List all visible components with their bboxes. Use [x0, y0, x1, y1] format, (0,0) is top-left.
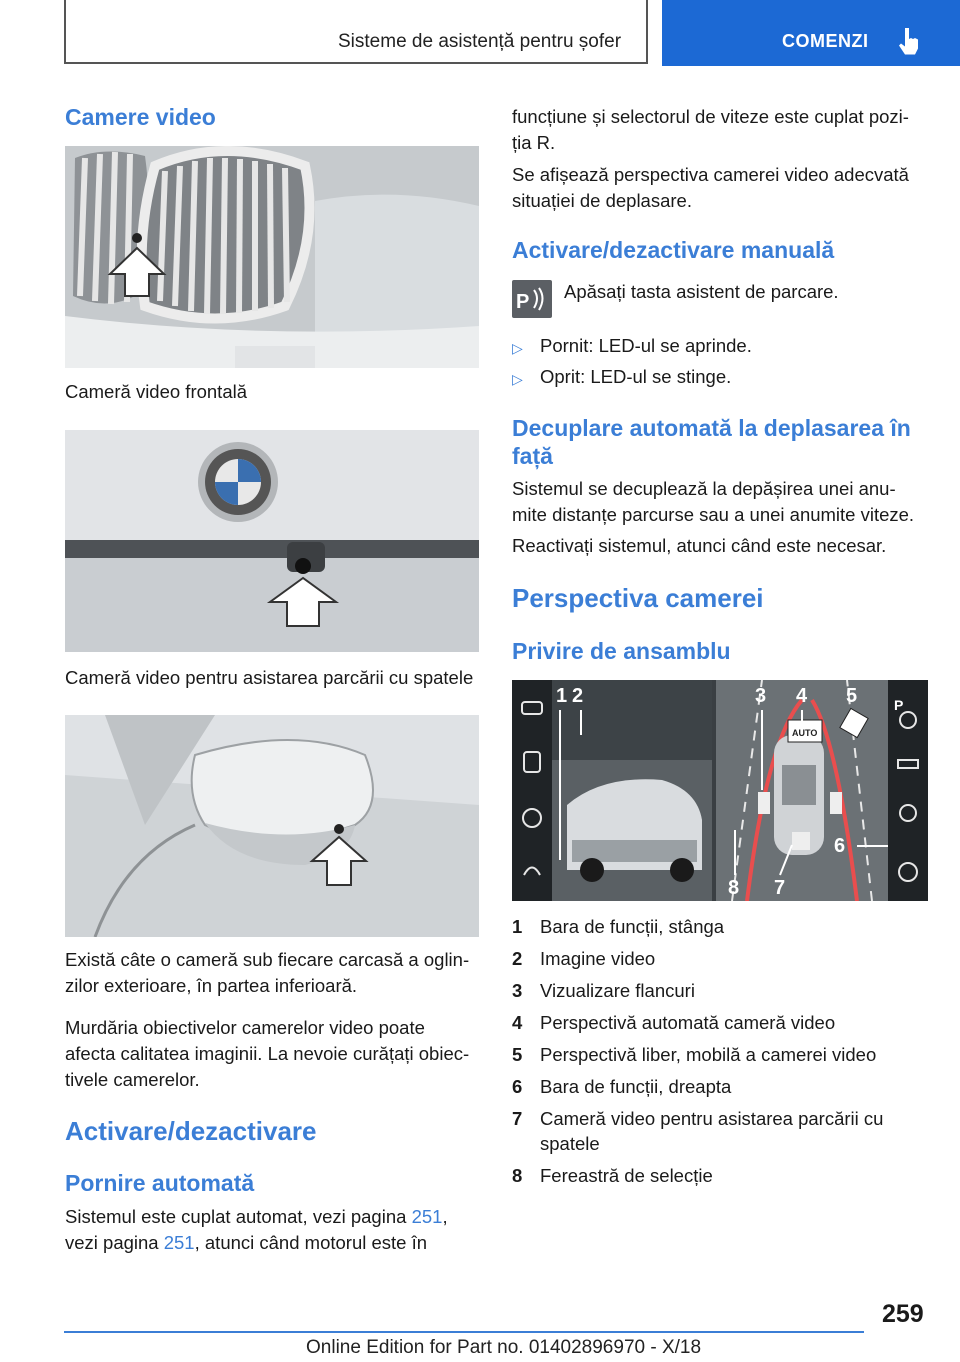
diagram-label: 2: [572, 685, 584, 707]
legend-text: Vizualizare flancuri: [540, 980, 695, 1001]
legend-number: 6: [512, 1076, 523, 1097]
footer-divider: [64, 1331, 864, 1333]
legend-text: Bara de funcții, dreapta: [540, 1076, 732, 1097]
caption-front-camera: Cameră video frontală: [65, 381, 248, 402]
decuplare-line2: mite distanțe parcurse sau a unei anumite viteze.: [512, 504, 915, 525]
legend-text: Fereastră de selecție: [540, 1165, 713, 1186]
manual-instruction: Apăsați tasta asistent de parcare.: [564, 281, 839, 302]
heading-decuplare-line1: Decuplare automată la deplasarea în: [512, 415, 911, 441]
diagram-label: 5: [846, 685, 858, 707]
heading-perspectiva: Perspectiva camerei: [512, 583, 764, 613]
svg-text:P: P: [894, 697, 904, 713]
legend-item: [512, 978, 932, 1004]
diagram-label: 3: [755, 685, 767, 707]
bullet-item: [512, 333, 932, 359]
legend-number: 5: [512, 1044, 523, 1065]
front-camera-image: [65, 146, 479, 368]
legend-text: Bara de funcții, stânga: [540, 916, 725, 937]
diagram-label: 6: [834, 835, 846, 857]
heading-camere-video: Camere video: [65, 104, 216, 130]
paragraph-decuplare: [512, 476, 914, 528]
comenzi-button-label: COMENZI: [782, 31, 869, 51]
diagram-auto-label: AUTO: [792, 728, 818, 738]
paragraph-dirt-line1: Murdăria obiectivelor camerelor video poate: [65, 1017, 425, 1038]
camera-view-diagram: [512, 680, 928, 901]
triangle-bullet-icon: ▷: [512, 371, 523, 387]
legend-item: [512, 1074, 932, 1100]
diagram-label: 7: [774, 877, 786, 899]
bullet-item: [512, 364, 932, 390]
display-line1: Se afișează perspectiva camerei video adecvată: [512, 164, 909, 185]
heading-privire: Privire de ansamblu: [512, 638, 731, 664]
paragraph-reactivare: Reactivați sistemul, atunci când este necesar.: [512, 535, 887, 556]
legend-item: [512, 1042, 932, 1068]
auto-text-1b: ,: [442, 1206, 448, 1227]
continued-line2: ția R.: [512, 132, 556, 153]
heading-manual: Activare/dezactivare manuală: [512, 237, 835, 263]
paragraph-dirt: [65, 1015, 469, 1093]
legend-number: 1: [512, 916, 523, 937]
display-line2: situației de deplasare.: [512, 190, 692, 211]
legend-text: Perspectivă liber, mobilă a camerei video: [540, 1044, 877, 1065]
footer-edition: Online Edition for Part no. 01402896970 - X/18: [306, 1337, 702, 1358]
paragraph-auto-start: [65, 1204, 448, 1256]
legend-number: 7: [512, 1108, 523, 1129]
heading-pornire-automata: Pornire automată: [65, 1170, 255, 1196]
auto-text-1: Sistemul este cuplat automat, vezi pagina: [65, 1206, 412, 1227]
bullet-text: Pornit: LED-ul se aprinde.: [540, 335, 752, 356]
legend-text: Cameră video pentru asistarea parcării cu: [540, 1108, 884, 1129]
diagram-label: 8: [728, 877, 740, 899]
pointing-hand-icon: [896, 26, 922, 56]
diagram-label: 4: [796, 685, 808, 707]
rear-camera-image: [65, 430, 479, 652]
page-link-251-b[interactable]: 251: [163, 1232, 195, 1253]
legend-number: 3: [512, 980, 523, 1001]
legend-number: 2: [512, 948, 523, 969]
svg-text:P: P: [516, 291, 530, 313]
legend-item: [512, 1163, 932, 1189]
paragraph-display: [512, 162, 909, 214]
heading-activare: Activare/dezactivare: [65, 1116, 317, 1146]
triangle-bullet-icon: ▷: [512, 340, 523, 356]
legend-item: [512, 914, 932, 940]
paragraph-continued: [512, 104, 909, 156]
paragraph-mirror-line2: zilor exterioare, în partea inferioară.: [65, 975, 358, 996]
continued-line1: funcțiune și selectorul de viteze este cuplat pozi-: [512, 106, 909, 127]
paragraph-mirror: [65, 947, 469, 999]
legend-text: Imagine video: [540, 948, 656, 969]
bullet-text: Oprit: LED-ul se stinge.: [540, 366, 732, 387]
paragraph-dirt-line2: afecta calitatea imaginii. La nevoie curățați obiec-: [65, 1043, 470, 1064]
legend-number: 8: [512, 1165, 523, 1186]
caption-rear-camera: Cameră video pentru asistarea parcării cu spatele: [65, 667, 474, 688]
legend-item: [512, 1106, 932, 1158]
decuplare-line1: Sistemul se decuplează la depășirea unei anu-: [512, 478, 896, 499]
section-title: Sisteme de asistență pentru șofer: [338, 31, 622, 52]
legend-item: [512, 1010, 932, 1036]
legend-number: 4: [512, 1012, 523, 1033]
comenzi-button[interactable]: [662, 0, 960, 66]
diagram-label: 1: [556, 685, 568, 707]
paragraph-dirt-line3: tivele camerelor.: [65, 1069, 200, 1090]
legend-text: Perspectivă automată cameră video: [540, 1012, 836, 1033]
park-assist-button-icon: [512, 280, 552, 318]
paragraph-mirror-line1: Există câte o cameră sub fiecare carcasă a oglin-: [65, 949, 470, 970]
legend-item: [512, 946, 932, 972]
mirror-camera-image: [65, 715, 479, 937]
heading-decuplare-line2: față: [512, 443, 553, 469]
legend-text-continued: spatele: [540, 1133, 600, 1154]
page-number: 259: [882, 1300, 924, 1328]
auto-text-2b: , atunci când motorul este în: [194, 1232, 428, 1253]
page-link-251-a[interactable]: 251: [411, 1206, 443, 1227]
auto-text-2: vezi pagina: [65, 1232, 164, 1253]
heading-decuplare: [512, 414, 911, 470]
